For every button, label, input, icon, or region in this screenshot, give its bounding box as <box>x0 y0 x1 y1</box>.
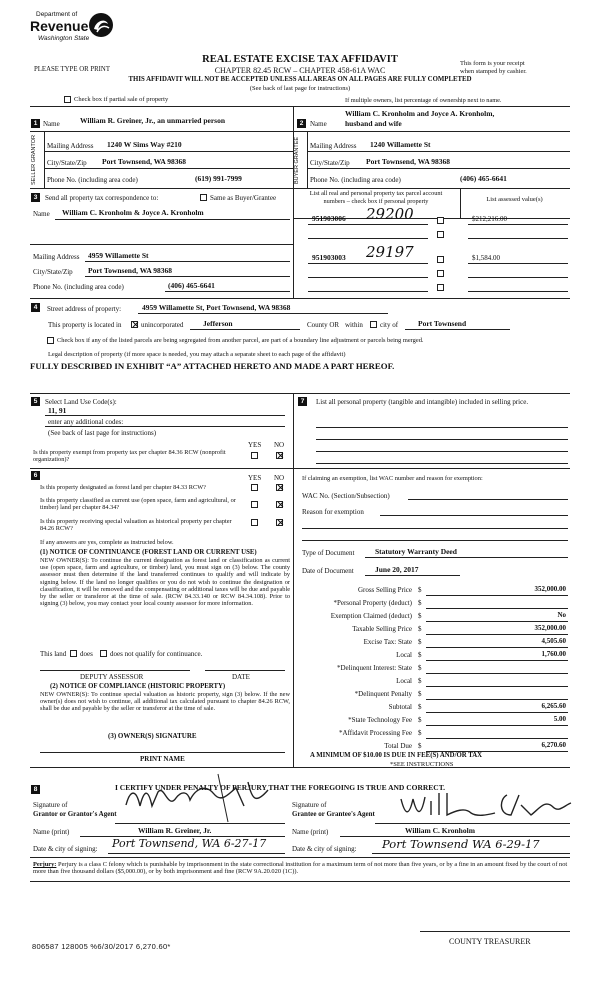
tax-row <box>300 729 570 741</box>
form-see-back: (See back of last page for instructions) <box>249 85 351 92</box>
tax-row-currency: $ <box>418 638 422 646</box>
tax-row-label: *Personal Property (deduct) <box>333 599 412 607</box>
tax-row <box>300 651 570 663</box>
forest-q1-no-checkbox[interactable] <box>276 484 283 491</box>
grantee-sig-label-1: Signature of <box>292 801 327 809</box>
form-warning: THIS AFFIDAVIT WILL NOT BE ACCEPTED UNLESS ALL AREAS ON ALL PAGES ARE FULLY COMPLETED <box>128 76 472 83</box>
wac-label: WAC No. (Section/Subsection) <box>302 492 390 500</box>
notice2-body: NEW OWNER(S): To continue special valuation as historic property, sign (3) below. If the new owner(s) does not wish to continue, all additional tax calculated pursuant to chapter 84.26 RCW, shall be due and payable by the seller or transferor at the time of sale. <box>40 691 290 713</box>
tax-row <box>300 586 570 598</box>
tax-row-label: Gross Selling Price <box>357 586 412 594</box>
revenue-swirl-icon <box>88 12 114 38</box>
corr-city: Port Townsend, WA 98368 <box>88 266 173 275</box>
buyer-mailing-label: Mailing Address <box>310 142 357 150</box>
exempt-no-checkbox[interactable] <box>276 452 283 459</box>
cashier-stamp: 806587 128005 %6/30/2017 6,270.60* <box>32 942 171 951</box>
perjury-text <box>33 861 568 876</box>
section-6-number: 6 <box>31 471 40 480</box>
tax-row-value: 6,270.60 <box>541 741 566 749</box>
buyer-city-label: City/State/Zip <box>310 159 350 167</box>
partial-sale-checkbox[interactable] <box>64 96 71 103</box>
tax-row-currency: $ <box>418 599 422 607</box>
county-name: Jefferson <box>203 319 233 328</box>
tax-row <box>300 599 570 611</box>
legal-note: Legal description of property (if more space is needed, you may attach a separate sheet to each page of the affidavit) <box>48 351 346 358</box>
grantor-print-name: William R. Greiner, Jr. <box>138 826 212 835</box>
tax-row-label: *Affidavit Processing Fee <box>339 729 412 737</box>
section-3-number: 3 <box>31 193 40 202</box>
parcels-header-1: List all real and personal property tax parcel account <box>309 190 443 197</box>
section-7-number: 7 <box>298 397 307 406</box>
tax-row-value: 352,000.00 <box>534 624 566 632</box>
city-of-label: city of <box>380 321 399 329</box>
print-name-label: PRINT NAME <box>140 755 185 763</box>
land-use-yes-header: YES <box>248 441 262 449</box>
tax-row-label: Local <box>396 651 412 659</box>
deputy-assessor-label: DEPUTY ASSESSOR <box>80 673 144 681</box>
tax-row-value: 6,265.60 <box>541 702 566 710</box>
tax-row-currency: $ <box>418 625 422 633</box>
unincorporated-checkbox[interactable] <box>131 321 138 328</box>
doc-date-label: Date of Document <box>302 567 354 575</box>
tax-row-currency: $ <box>418 651 422 659</box>
buyer-phone: (406) 465-6641 <box>460 174 507 183</box>
grantee-name-print-label: Name (print) <box>292 828 329 836</box>
forest-q3: Is this property receiving special valuation as historical property per chapter 84.26 RCW? <box>40 518 232 533</box>
land-does-not-checkbox[interactable] <box>100 650 107 657</box>
buyer-mailing: 1240 Willamette St <box>370 140 431 149</box>
tax-row <box>300 638 570 650</box>
grantee-sig-label-2: Grantee or Grantee's Agent <box>292 810 375 818</box>
segregated-label: Check box if any of the listed parcels are being segregated from another parcel, are part of a boundary line adjustment or parcels being merged. <box>57 337 424 344</box>
grantee-signature <box>395 785 575 825</box>
same-as-buyer-label: Same as Buyer/Grantee <box>210 194 277 202</box>
tax-row-value: 4,505.60 <box>541 637 566 645</box>
form-subtitle: CHAPTER 82.45 RCW – CHAPTER 458-61A WAC <box>214 66 386 75</box>
tax-row-value: 5.00 <box>553 715 566 723</box>
parcel-2-number: 951903003 <box>312 253 346 262</box>
assessed-header: List assessed value(s) <box>486 196 543 203</box>
land-does-label: does <box>80 650 93 658</box>
exempt-question: Is this property exempt from property tax per chapter 84.36 RCW (nonprofit organization)? <box>33 449 226 464</box>
tax-row-currency: $ <box>418 690 422 698</box>
tax-row-label: *Delinquent Interest: State <box>336 664 412 672</box>
seller-city: Port Townsend, WA 98368 <box>102 157 187 166</box>
print-note: PLEASE TYPE OR PRINT <box>34 66 110 73</box>
seller-name-label: Name <box>43 120 60 128</box>
minimum-due-note: A MINIMUM OF $10.00 IS DUE IN FEE(S) AND/OR TAX <box>310 752 483 759</box>
parcel-1-personal-checkbox[interactable] <box>437 217 444 224</box>
partial-sale-label: Check box if partial sale of property <box>74 96 169 103</box>
street-address: 4959 Willamette St, Port Townsend, WA 98368 <box>142 303 291 312</box>
parcel-2-personal-checkbox[interactable] <box>437 256 444 263</box>
parcel-empty-b-checkbox[interactable] <box>437 270 444 277</box>
exemption-reason-label: Reason for exemption <box>302 508 364 516</box>
notice1-title: (1) NOTICE OF CONTINUANCE (FOREST LAND OR CURRENT USE) <box>40 549 257 556</box>
parcel-1-handwritten: 29200 <box>366 205 414 223</box>
tax-row-value: No <box>557 611 566 619</box>
tax-row-currency: $ <box>418 729 422 737</box>
tax-row-currency: $ <box>418 586 422 594</box>
certify-statement: I CERTIFY UNDER PENALTY OF PERJURY THAT THE FOREGOING IS TRUE AND CORRECT. <box>115 783 446 792</box>
tax-row <box>300 716 570 728</box>
land-use-label: Select Land Use Code(s): <box>45 398 117 406</box>
correspondence-label: Send all property tax correspondence to: <box>45 194 159 202</box>
tax-row-currency: $ <box>418 677 422 685</box>
dept-name: Revenue <box>30 18 89 34</box>
this-land-label: This land <box>40 650 67 658</box>
tax-row-value: 1,760.00 <box>541 650 566 658</box>
seller-mailing: 1240 W Sims Way #210 <box>107 140 182 149</box>
tax-row <box>300 625 570 637</box>
buyer-name-label: Name <box>310 120 327 128</box>
parcel-empty-a-checkbox[interactable] <box>437 231 444 238</box>
grantor-sig-label-1: Signature of <box>33 801 68 809</box>
buyer-phone-label: Phone No. (including area code) <box>310 176 401 184</box>
seller-phone: (619) 991-7999 <box>195 174 242 183</box>
forest-q1-yes-checkbox[interactable] <box>251 484 258 491</box>
section-1-number: 1 <box>31 119 40 128</box>
within-label: within <box>345 321 363 329</box>
dept-top: Department of <box>36 11 78 18</box>
street-address-label: Street address of property: <box>47 305 122 313</box>
corr-mailing-label: Mailing Address <box>33 253 80 261</box>
form-title: REAL ESTATE EXCISE TAX AFFIDAVIT <box>202 54 398 65</box>
exempt-yes-checkbox[interactable] <box>251 452 258 459</box>
tax-row-currency: $ <box>418 742 422 750</box>
deputy-date-label: DATE <box>232 673 250 681</box>
buyer-city: Port Townsend, WA 98368 <box>366 157 451 166</box>
location-city: Port Townsend <box>418 319 467 328</box>
forest-q2-no-checkbox[interactable] <box>276 501 283 508</box>
grantee-print-name: William C. Kronholm <box>405 826 475 835</box>
corr-phone: (406) 465-6641 <box>168 281 215 290</box>
tax-row <box>300 690 570 702</box>
seller-mailing-label: Mailing Address <box>47 142 94 150</box>
forest-q3-yes-checkbox[interactable] <box>251 519 258 526</box>
grantor-sig-label-2: Grantor or Grantor's Agent <box>33 810 117 818</box>
legal-description: FULLY DESCRIBED IN EXHIBIT “A” ATTACHED HERETO AND MADE A PART HEREOF. <box>30 361 395 371</box>
corr-mailing: 4959 Willamette St <box>88 251 149 260</box>
corr-name-label: Name <box>33 210 50 218</box>
forest-q1: Is this property designated as forest land per chapter 84.33 RCW? <box>40 484 206 491</box>
grantee-date-city-label: Date & city of signing: <box>292 845 357 853</box>
tax-row <box>300 612 570 624</box>
same-as-buyer-checkbox[interactable] <box>200 194 207 201</box>
forest-if-yes: If any answers are yes, complete as instructed below. <box>40 539 174 546</box>
notice2-title: (2) NOTICE OF COMPLIANCE (HISTORIC PROPERTY) <box>50 683 226 690</box>
section-4-number: 4 <box>31 303 40 312</box>
grantor-signature <box>118 770 288 825</box>
additional-codes-label: enter any additional codes: <box>48 418 124 426</box>
tax-row-label: Subtotal <box>388 703 412 711</box>
tax-row <box>300 664 570 676</box>
parcel-2-value: $1,584.00 <box>472 254 500 262</box>
land-use-codes: 11, 91 <box>48 406 67 415</box>
tax-row-currency: $ <box>418 703 422 711</box>
personal-property-label: List all personal property (tangible and intangible) included in selling price. <box>316 398 529 406</box>
grantor-date-city: Port Townsend, WA 6-27-17 <box>112 837 267 850</box>
land-use-see-back: (See back of last page for instructions) <box>48 429 157 437</box>
parcel-1-number: 951903006 <box>312 214 346 223</box>
section-2-number: 2 <box>297 119 306 128</box>
tax-row-label: Taxable Selling Price <box>352 625 412 633</box>
buyer-name-2: husband and wife <box>345 119 402 128</box>
county-or-label: County OR <box>307 321 340 329</box>
land-use-no-header: NO <box>274 441 285 449</box>
receipt-note-2: when stamped by cashier. <box>460 68 527 75</box>
tax-row-currency: $ <box>418 612 422 620</box>
tax-row-label: Local <box>396 677 412 685</box>
parcel-empty-c-checkbox[interactable] <box>437 284 444 291</box>
seller-name: William R. Greiner, Jr., an unmarried person <box>80 116 226 125</box>
corr-phone-label: Phone No. (including area code) <box>33 283 124 291</box>
grantee-date-city: Port Townsend WA 6-29-17 <box>382 837 540 851</box>
corr-city-label: City/State/Zip <box>33 268 73 276</box>
dept-state: Washington State <box>38 35 90 42</box>
notice1-body: NEW OWNER(S): To continue the current designation as forest land or classification as current use (open space, farm and agriculture, or timber) land, you must sign on (3) below. The county assessor must then determine if the land transferred continues to qualify and will indicate by signing below. If the land no longer qualifies or you do not wish to continue the designation or classification, it will be removed and the compensating or additional taxes will be due and payable by the seller or transferor at the time of sale. (RCW 84.33.140 or RCW 84.34.108). Prior to signing (3) below, you may contact your local county assessor for more information. <box>40 557 290 608</box>
seller-city-label: City/State/Zip <box>47 159 87 167</box>
receipt-note-1: This form is your receipt <box>460 60 525 67</box>
revenue-logo <box>30 10 120 50</box>
buyer-name-1: William C. Kronholm and Joyce A. Kronholm, <box>345 109 495 118</box>
tax-row <box>300 703 570 715</box>
multiple-owners-note: If multiple owners, list percentage of ownership next to name. <box>345 97 502 104</box>
corr-name: William C. Kronholm & Joyce A. Kronholm <box>62 208 204 217</box>
seller-phone-label: Phone No. (including area code) <box>47 176 138 184</box>
unincorporated-label: unincorporated <box>141 321 184 329</box>
grantor-date-city-label: Date & city of signing: <box>33 845 98 853</box>
exemption-claim-label: If claiming an exemption, list WAC number and reason for exemption: <box>302 475 483 482</box>
forest-no-header: NO <box>274 474 285 482</box>
forest-q3-no-checkbox[interactable] <box>276 519 283 526</box>
tax-row-value: 352,000.00 <box>534 585 566 593</box>
seller-side-label: SELLER GRANTOR <box>31 134 37 186</box>
segregated-checkbox[interactable] <box>47 337 54 344</box>
located-text: This property is located in <box>48 321 122 329</box>
owner-signature-label: (3) OWNER(S) SIGNATURE <box>108 732 197 740</box>
perjury-body: Perjury is a class C felony which is punishable by imprisonment in the state correctional institution for a maximum term of not more than five years, or by a fine in an amount fixed by the court of not more than five thousand dollars ($5,000.00), or by both imprisonment and fine (RCW 9A.20.020 (1C)). <box>33 861 568 876</box>
tax-row-currency: $ <box>418 716 422 724</box>
tax-row-label: Total Due <box>384 742 412 750</box>
grantor-name-print-label: Name (print) <box>33 828 70 836</box>
forest-q2-yes-checkbox[interactable] <box>251 501 258 508</box>
tax-row-label: Excise Tax: State <box>363 638 412 646</box>
section-5-number: 5 <box>31 397 40 406</box>
tax-row-currency: $ <box>418 664 422 672</box>
county-treasurer-label: COUNTY TREASURER <box>449 937 531 946</box>
land-does-not-label: does not qualify for continuance. <box>110 650 203 658</box>
tax-row-label: *Delinquent Penalty <box>354 690 412 698</box>
buyer-side-label: BUYER GRANTEE <box>294 136 300 184</box>
section-8-number: 8 <box>31 785 40 794</box>
doc-type-label: Type of Document <box>302 549 355 557</box>
doc-type: Statutory Warranty Deed <box>375 547 457 556</box>
land-does-checkbox[interactable] <box>70 650 77 657</box>
tax-row <box>300 677 570 689</box>
tax-row-label: Exemption Claimed (deduct) <box>330 612 412 620</box>
forest-q2: Is this property classified as current use (open space, farm and agricultural, or timber) land per chapter 84.34? <box>40 497 236 512</box>
see-instructions-note: *SEE INSTRUCTIONS <box>390 761 454 768</box>
parcels-header-2: numbers – check box if personal property <box>323 198 429 205</box>
parcel-1-value: $212,216.00 <box>472 215 507 223</box>
doc-date: June 20, 2017 <box>375 565 419 574</box>
within-city-checkbox[interactable] <box>370 321 377 328</box>
tax-row-label: *State Technology Fee <box>348 716 412 724</box>
forest-yes-header: YES <box>248 474 262 482</box>
parcel-2-handwritten: 29197 <box>366 243 414 261</box>
perjury-label: Perjury: <box>33 861 57 868</box>
